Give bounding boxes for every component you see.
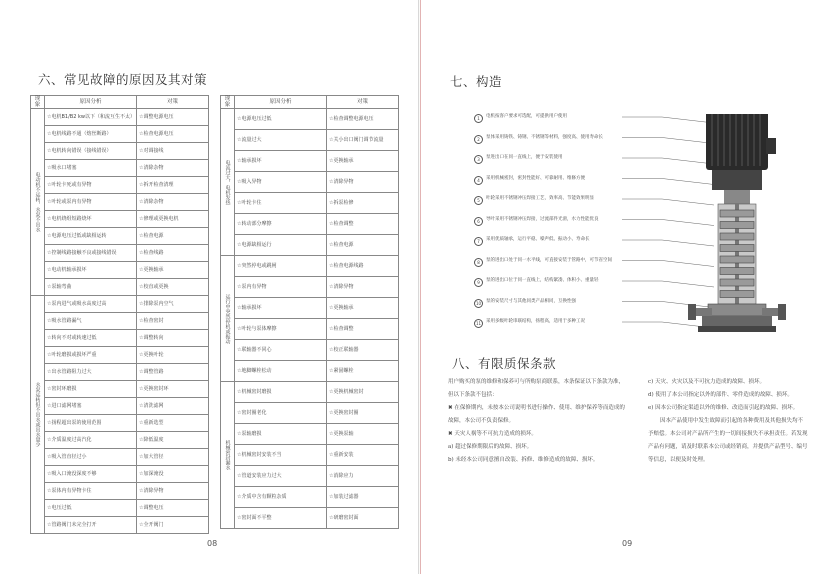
table-row <box>31 466 209 483</box>
cause-cell: ☆电动机轴承损坏 <box>45 262 137 279</box>
table-row <box>31 398 209 415</box>
page-number-left: 08 <box>207 539 218 548</box>
warranty-clause: ✖ 在保修期内，未按本公司说明书进行操作、使用、维护保养等而造成的故障，本公司不负责保修。 <box>448 405 625 424</box>
col-header-solution: 对策 <box>327 96 399 109</box>
structure-note <box>477 175 616 183</box>
structure-note <box>477 196 616 203</box>
table-row <box>31 262 209 279</box>
cause-cell: ☆转动部分摩擦 <box>235 214 327 235</box>
solution-cell: ☆清除异物 <box>327 172 399 193</box>
cause-cell: ☆出水管路阻力过大 <box>45 364 137 381</box>
note-text: 采用多级叶轮串联结构，扬程高，适用于多种工况 <box>486 319 585 324</box>
table-row <box>31 432 209 449</box>
solution-cell: ☆检查电源 <box>137 228 209 245</box>
cause-cell: ☆叶轮或泵内有异物 <box>45 194 137 211</box>
solution-cell: ☆检查电源线路 <box>327 256 399 277</box>
solution-cell: ☆清除杂物 <box>137 194 209 211</box>
note-text: 泵的安装尺寸与其他同类产品相同，互换性强 <box>486 298 576 304</box>
note-number-marker: 4 <box>474 176 483 185</box>
pump-motor-illustration <box>706 114 776 204</box>
note-text: 采用优质轴承，运行平稳、噪声低、振动小、寿命长 <box>486 237 590 242</box>
solution-cell: ☆更换泵轴 <box>327 424 399 445</box>
solution-cell: ☆检查调整 <box>327 214 399 235</box>
note-number-marker: 5 <box>474 196 483 205</box>
impeller-stage <box>720 233 754 240</box>
solution-cell: ☆消除应力 <box>327 466 399 487</box>
solution-cell: ☆重新选型 <box>137 415 209 432</box>
solution-cell: ☆加大管径 <box>137 449 209 466</box>
table-row <box>221 298 399 319</box>
col-header-solution: 对策 <box>137 96 209 109</box>
cause-cell: ☆叶轮磨损或损坏严重 <box>45 347 137 364</box>
cause-cell: ☆电机B1/B2 kw以下（和流互生不太） <box>45 109 137 126</box>
structure-note <box>477 237 616 244</box>
solution-cell: ☆更换密封圈 <box>327 403 399 424</box>
warranty-clause: ✖ 天灾人祸等不可抗力造成的损坏。 <box>448 431 537 437</box>
table-row <box>221 466 399 487</box>
cause-cell: ☆管道安装应力过大 <box>235 466 327 487</box>
table-row <box>221 319 399 340</box>
solution-cell: ☆检查密封 <box>137 313 209 330</box>
cause-cell: ☆地脚螺栓松动 <box>235 361 327 382</box>
solution-cell: ☆清除异物 <box>137 483 209 500</box>
cause-cell: ☆流量过大 <box>235 130 327 151</box>
solution-cell: ☆清洗滤网 <box>137 398 209 415</box>
solution-cell: ☆排除泵内空气 <box>137 296 209 313</box>
table-row <box>221 487 399 508</box>
cause-cell: ☆泵内有异物 <box>235 277 327 298</box>
structure-note <box>475 319 616 326</box>
warranty-clause: d) 使用了本公司指定以外的部件、零件造成的故障、损坏。 <box>648 392 793 398</box>
table-row <box>31 381 209 398</box>
note-number-marker: 1 <box>474 114 483 123</box>
note-text: 采用机械密封，密封性能好、可靠耐用、维修方便 <box>486 175 585 181</box>
leader-line <box>622 261 714 267</box>
cause-cell: ☆叶轮卡死或有异物 <box>45 177 137 194</box>
note-number-marker: 6 <box>474 217 483 226</box>
warranty-clause: b) 未经本公司同意擅自改装、拆修、维修造成的故障、损坏。 <box>448 457 599 463</box>
table-row <box>221 193 399 214</box>
table-row <box>31 347 209 364</box>
table-row <box>221 277 399 298</box>
fault-table-2 <box>220 95 399 529</box>
structure-note <box>477 134 616 142</box>
table-row <box>31 228 209 245</box>
leader-line <box>622 199 714 205</box>
cause-cell: ☆密封圈老化 <box>235 403 327 424</box>
pump-body-illustration <box>688 204 786 332</box>
cause-cell: ☆介质温度过高汽化 <box>45 432 137 449</box>
cause-cell: ☆吸入异物 <box>235 172 327 193</box>
cause-cell: ☆电压过低 <box>45 500 137 517</box>
solution-cell: ☆检查线路 <box>137 245 209 262</box>
table-row <box>31 126 209 143</box>
solution-cell: ☆调整转向 <box>137 330 209 347</box>
col-header-phenomenon: 现象 <box>221 96 235 109</box>
solution-cell: ☆更换轴承 <box>137 262 209 279</box>
section-title-structure: 七、构造 <box>450 74 503 89</box>
cause-cell: ☆吸水管路漏气 <box>45 313 137 330</box>
solution-cell: ☆对调接线 <box>137 143 209 160</box>
leader-line <box>622 240 714 246</box>
section-title-faults: 六、常见故障的原因及其对策 <box>38 72 208 87</box>
table-row <box>221 109 399 130</box>
solution-cell: ☆拆开检查清理 <box>137 177 209 194</box>
solution-cell: ☆检查电源电压 <box>137 126 209 143</box>
leader-line <box>622 220 714 226</box>
structure-note <box>477 155 616 162</box>
note-text: 导叶采用不锈钢冲压焊接，过流部件光滑，水力性能优良 <box>486 216 599 222</box>
solution-cell: ☆检查电源 <box>327 235 399 256</box>
impeller-stage <box>720 279 754 286</box>
phenomenon-cell: 电动机不运转，水泵不出水 <box>31 109 45 296</box>
note-number-marker: 2 <box>474 135 483 144</box>
cause-cell: ☆电源缺相运行 <box>235 235 327 256</box>
warranty-disclaimer: 因本产品使用中发生故障而引起的各种费用及其他损失均不予赔偿。本公司对产品所产生的一切间接损失不承担责任。若发现产品有问题，请及时联系本公司或经销商，并提供产品型号、编号等信息，以便及时处理。 <box>648 418 808 463</box>
table-row <box>31 160 209 177</box>
cause-cell: ☆轴承损坏 <box>235 151 327 172</box>
solution-cell: ☆调整电源电压 <box>137 109 209 126</box>
note-text: 泵体采用铸铁、铸钢、不锈钢等材料，强度高、使用寿命长 <box>486 134 603 140</box>
col-header-cause: 原因分析 <box>235 96 327 109</box>
impeller-stage <box>720 268 754 275</box>
phenomenon-cell: 电流过大，电机发热 <box>221 109 235 256</box>
structure-note <box>477 114 616 121</box>
note-number-marker: 11 <box>475 321 482 326</box>
table-row <box>221 151 399 172</box>
leader-line <box>622 138 714 144</box>
solution-cell: ☆更换密封环 <box>137 381 209 398</box>
cause-cell: ☆联轴器不同心 <box>235 340 327 361</box>
cause-cell: ☆电源电压过低或缺相运转 <box>45 228 137 245</box>
table-row <box>221 445 399 466</box>
solution-cell: ☆加深淹没 <box>137 466 209 483</box>
table-row <box>31 296 209 313</box>
table-row <box>31 211 209 228</box>
page-number-right: 09 <box>622 539 633 548</box>
note-number-marker: 10 <box>475 300 482 306</box>
col-header-cause: 原因分析 <box>45 96 137 109</box>
table-row <box>221 382 399 403</box>
leader-line <box>622 281 714 287</box>
cause-cell: ☆电机转向错误（接线错误） <box>45 143 137 160</box>
table-row <box>31 449 209 466</box>
table-row <box>221 508 399 529</box>
col-header-phenomenon: 现象 <box>31 96 45 109</box>
leader-line <box>622 158 714 164</box>
cause-cell: ☆电源电压过低 <box>235 109 327 130</box>
table-row <box>31 245 209 262</box>
warranty-clause: c) 天灾、火灾以及不可抗力造成的故障、损坏。 <box>648 379 765 385</box>
impeller-stage <box>720 256 754 263</box>
note-text: 泵的进出口处于同一水平线，可直接安装于管路中，可节省空间 <box>486 257 612 263</box>
table-row <box>221 340 399 361</box>
cause-cell: ☆密封环磨损 <box>45 381 137 398</box>
cause-cell: ☆密封面不平整 <box>235 508 327 529</box>
note-number-marker: 7 <box>474 237 483 246</box>
table-row <box>221 403 399 424</box>
solution-cell: ☆清除杂物 <box>137 160 209 177</box>
table-row <box>31 415 209 432</box>
cause-cell: ☆电机线路不通（熔丝断路） <box>45 126 137 143</box>
solution-cell: ☆关小出口阀门调节流量 <box>327 130 399 151</box>
cause-cell: ☆转向不对或转速过低 <box>45 330 137 347</box>
note-text: 叶轮采用不锈钢冲压焊接工艺，效率高、节能效果明显 <box>486 196 594 201</box>
impeller-stage <box>720 291 754 298</box>
cause-cell: ☆泵体内有异物卡住 <box>45 483 137 500</box>
solution-cell: ☆调整电压 <box>137 500 209 517</box>
solution-cell: ☆检查调整电源电压 <box>327 109 399 130</box>
cause-cell: ☆吸入管直径过小 <box>45 449 137 466</box>
solution-cell: ☆更换轴承 <box>327 151 399 172</box>
note-text: 泵进出口在同一直线上，便于安装使用 <box>486 155 563 160</box>
table-row <box>31 143 209 160</box>
table-row <box>221 214 399 235</box>
solution-cell: ☆拆泵检修 <box>327 193 399 214</box>
impeller-stage <box>720 222 754 229</box>
table-row <box>31 483 209 500</box>
note-text: 泵的进出口位于同一直线上，结构紧凑、体积小、重量轻 <box>486 278 599 283</box>
solution-cell: ☆调整管路 <box>137 364 209 381</box>
cause-cell: ☆机械密封磨损 <box>235 382 327 403</box>
solution-cell: ☆校直或更换 <box>137 279 209 296</box>
solution-cell: ☆紧固螺栓 <box>327 361 399 382</box>
note-number-marker: 3 <box>474 155 483 164</box>
warranty-intro: 用户购买的泵的维修和保养可与所购泵商联系，本条保证以下条款为准，但以下条款不包括： <box>448 379 625 398</box>
solution-cell: ☆清除异物 <box>327 277 399 298</box>
table-row <box>221 235 399 256</box>
phenomenon-cell: 机械密封漏水 <box>221 382 235 529</box>
cause-cell: ☆突然停电或跳闸 <box>235 256 327 277</box>
solution-cell: ☆修理或更换电机 <box>137 211 209 228</box>
cause-cell: ☆轴承损坏 <box>235 298 327 319</box>
cause-cell: ☆叶轮卡住 <box>235 193 327 214</box>
table-row <box>31 279 209 296</box>
table-row <box>31 313 209 330</box>
fault-table-1 <box>30 95 209 534</box>
cause-cell: ☆控制线路接触不良或接线错误 <box>45 245 137 262</box>
table-row <box>31 500 209 517</box>
cause-cell: ☆管路阀门未完全打开 <box>45 517 137 534</box>
structure-note <box>477 257 616 265</box>
cause-cell: ☆吸入口淹没深度不够 <box>45 466 137 483</box>
solution-cell: ☆更换叶轮 <box>137 347 209 364</box>
warranty-clause: a) 超过保修期限后的故障、损坏。 <box>448 444 533 450</box>
pump-structure-diagram <box>462 114 812 344</box>
cause-cell: ☆电机绕组短路烧坏 <box>45 211 137 228</box>
solution-cell: ☆检查调整 <box>327 319 399 340</box>
cause-cell: ☆叶轮与泵体摩擦 <box>235 319 327 340</box>
table-row <box>31 517 209 534</box>
cause-cell: ☆进口滤网堵塞 <box>45 398 137 415</box>
leader-line <box>622 302 714 308</box>
binding-line <box>420 0 421 574</box>
structure-note <box>477 216 616 224</box>
phenomenon-cell: 运行中突然停机或振动 <box>221 256 235 382</box>
cause-cell: ☆介质中含有颗粒杂质 <box>235 487 327 508</box>
cause-cell: ☆机械密封安装不当 <box>235 445 327 466</box>
note-number-marker: 8 <box>474 258 483 267</box>
table-row <box>31 364 209 381</box>
table-row <box>221 130 399 151</box>
table-row <box>221 172 399 193</box>
solution-cell: ☆更换机械密封 <box>327 382 399 403</box>
table-row <box>31 330 209 347</box>
note-number-marker: 9 <box>474 278 483 287</box>
cause-cell: ☆泵内进气或吸水高度过高 <box>45 296 137 313</box>
cause-cell: ☆泵轴弯曲 <box>45 279 137 296</box>
table-row <box>31 109 209 126</box>
solution-cell: ☆加装过滤器 <box>327 487 399 508</box>
structure-note <box>477 278 616 285</box>
solution-cell: ☆更换轴承 <box>327 298 399 319</box>
warranty-clause: e) 因本公司指定渠道以外的维修、改造而引起的故障、损坏。 <box>648 405 799 411</box>
table-row <box>221 256 399 277</box>
section-title-warranty: 八、有限质保条款 <box>452 356 557 371</box>
impeller-stage <box>720 210 754 217</box>
solution-cell: ☆降低温度 <box>137 432 209 449</box>
solution-cell: ☆重新安装 <box>327 445 399 466</box>
leader-line <box>622 179 714 185</box>
table-row <box>31 177 209 194</box>
impeller-stage <box>720 245 754 252</box>
leader-line <box>622 117 714 123</box>
warranty-text-right <box>648 376 808 467</box>
solution-cell: ☆校正联轴器 <box>327 340 399 361</box>
phenomenon-cell: 水泵运转但不出水或出水量少 <box>31 296 45 534</box>
cause-cell: ☆吸水口堵塞 <box>45 160 137 177</box>
solution-cell: ☆研磨密封面 <box>327 508 399 529</box>
table-row <box>31 194 209 211</box>
solution-cell: ☆全开阀门 <box>137 517 209 534</box>
cause-cell: ☆扬程超出泵的使用范围 <box>45 415 137 432</box>
cause-cell: ☆泵轴磨损 <box>235 424 327 445</box>
table-row <box>221 424 399 445</box>
structure-note <box>475 298 616 306</box>
note-text: 电机按客户要求可选配，可提供用户使用 <box>486 114 567 119</box>
warranty-text-left <box>448 376 628 467</box>
table-row <box>221 361 399 382</box>
